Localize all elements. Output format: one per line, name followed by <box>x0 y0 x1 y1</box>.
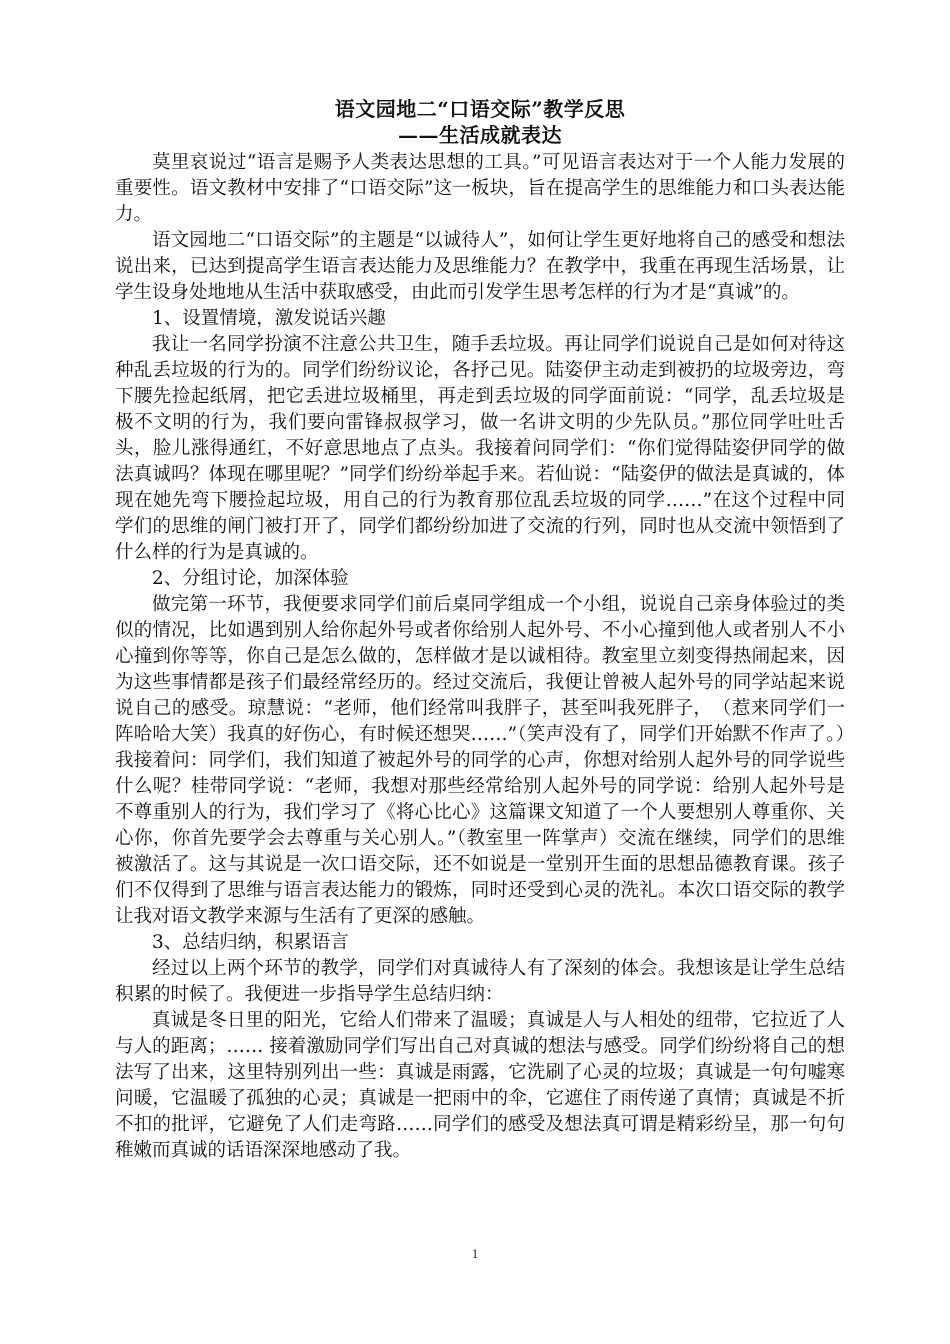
section-2-paragraph-1: 做完第一环节，我便要求同学们前后桌同学组成一个小组，说说自己亲身体验过的类似的情况，比如遇到别人给你起外号或者你给别人起外号、不小心撞到他人或者别人不小心撞到你等等，你自己是怎么做的，怎样做才是以诚相待。教室里立刻变得热闹起来，因为这些事情都是孩子们最经常经历的。经过交流后，我便让曾被人起外号的同学站起来说说自己的感受。琼慧说：“老师，他们经常叫我胖子，甚至叫我死胖子， （惹来同学们一阵哈哈大笑）我真的好伤心，有时候还想哭……”（笑声没有了，同学们开始默不作声了。）我接着问：同学们，我们知道了被起外号的同学的心声，你想对给别人起外号的同学说些什么呢？桂带同学说：“老师，我想对那些经常给别人起外号的同学说：给别人起外号是不尊重别人的行为，我们学习了《将心比心》这篇课文知道了一个人要想别人尊重你、关心你，你首先要学会去尊重与关心别人。”（教室里一阵掌声）交流在继续，同学们的思维被激活了。这与其说是一次口语交际，还不如说是一堂别开生面的思想品德教育课。孩子们不仅得到了思维与语言表达能力的锻炼，同时还受到心灵的洗礼。本次口语交际的教学让我对语文教学来源与生活有了更深的感触。 <box>115 594 845 927</box>
document-body <box>115 96 845 1164</box>
section-heading-2: 2、分组讨论，加深体验 <box>152 568 349 589</box>
section-heading-1: 1、设置情境，激发说话兴趣 <box>152 308 386 329</box>
section-1-paragraph-1: 我让一名同学扮演不注意公共卫生，随手丢垃圾。再让同学们说说自己是如何对待这种乱丢垃圾的行为的。同学们纷纷议论，各抒己见。陆姿伊主动走到被扔的垃圾旁边，弯下腰先捡起纸屑，把它丢进垃圾桶里，再走到丢垃圾的同学面前说：“同学，乱丢垃圾是极不文明的行为，我们要向雷锋叔叔学习，做一名讲文明的少先队员。”那位同学吐吐舌头，脸儿涨得通红，不好意思地点了点头。我接着问同学们：“你们觉得陆姿伊同学的做法真诚吗？体现在哪里呢？”同学们纷纷举起手来。若仙说：“陆姿伊的做法是真诚的，体现在她先弯下腰捡起垃圾，用自己的行为教育那位乱丢垃圾的同学……”在这个过程中同学们的思维的闸门被打开了，同学们都纷纷加进了交流的行列，同时也从交流中领悟到了什么样的行为是真诚的。 <box>115 334 845 563</box>
intro-paragraph-1: 莫里哀说过“语言是赐予人类表达思想的工具。”可见语言表达对于一个人能力发展的重要性。语文教材中安排了“口语交际”这一板块，旨在提高学生的思维能力和口头表达能力。 <box>115 152 845 225</box>
section-3-paragraph-2: 真诚是冬日里的阳光，它给人们带来了温暖；真诚是人与人相处的纽带，它拉近了人与人的距离；…… 接着激励同学们写出自己对真诚的想法与感受。同学们纷纷将自己的想法写了出来，这里特别列出一些：真诚是雨露，它洗刷了心灵的垃圾；真诚是一句句嘘寒问暖，它温暖了孤独的心灵；真诚是一把雨中的伞，它遮住了雨传递了真情；真诚是不折不扣的批评，它避免了人们走弯路……同学们的感受及想法真可谓是精彩纷呈，那一句句稚嫩而真诚的话语深深地感动了我。 <box>115 1010 845 1161</box>
document-title: 语文园地二“口语交际”教学反思 <box>334 97 626 121</box>
page-number: 1 <box>471 1246 479 1261</box>
intro-paragraph-2: 语文园地二“口语交际”的主题是“以诚待人”，如何让学生更好地将自己的感受和想法说出来，已达到提高学生语言表达能力及思维能力？在教学中，我重在再现生活场景，让学生设身处地地从生活中获取感受，由此而引发学生思考怎样的行为才是“真诚”的。 <box>115 230 845 303</box>
section-3-paragraph-1: 经过以上两个环节的教学，同学们对真诚待人有了深刻的体会。我想该是让学生总结积累的时候了。我便进一步指导学生总结归纳： <box>115 958 845 1005</box>
section-heading-3: 3、总结归纳，积累语言 <box>152 932 349 953</box>
document-subtitle: ——生活成就表达 <box>398 123 562 147</box>
